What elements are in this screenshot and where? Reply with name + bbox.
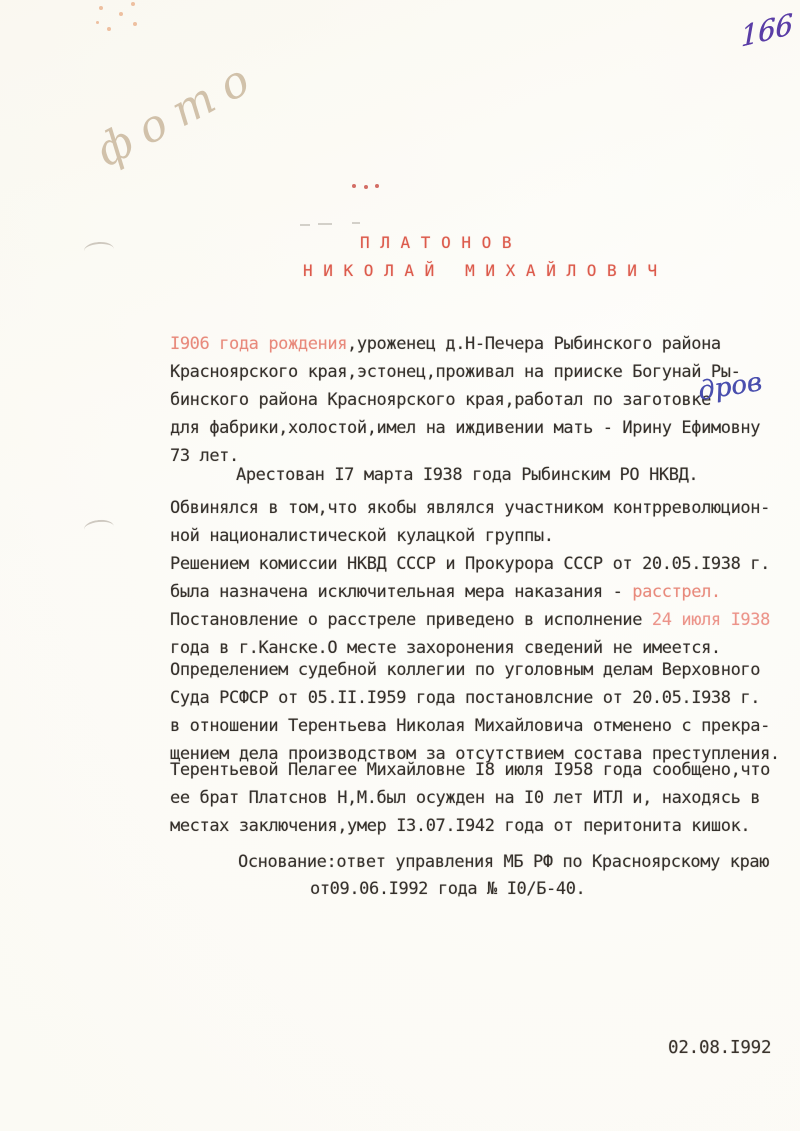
text-segment: ,уроженец д.Н-Печера Рыбинского района bbox=[347, 334, 721, 354]
text-line: 73 лет. bbox=[170, 446, 239, 466]
text-line: Определением судебной коллегии по уголовным делам Верховного bbox=[170, 660, 761, 680]
paragraph-biography bbox=[170, 330, 760, 470]
red-text-execution: расстрел. bbox=[632, 582, 721, 602]
text-line: Арестован I7 марта I938 года Рыбинским РО НКВД. bbox=[236, 465, 699, 485]
text-line bbox=[170, 578, 770, 606]
text-segment: Постановление о расстреле приведено в исполнение bbox=[170, 610, 652, 630]
text-line: года в г.Канске.О месте захоронения сведений не имеется. bbox=[170, 638, 721, 658]
text-line: ной националистической кулацкой группы. bbox=[170, 526, 554, 546]
red-text-birth-year: I906 года рождения bbox=[170, 334, 348, 354]
red-ink-dot bbox=[364, 185, 368, 189]
staple-dot bbox=[119, 12, 123, 16]
staple-dot bbox=[107, 27, 111, 31]
staple-dot bbox=[96, 21, 99, 24]
text-line: щением дела производством за отсутствием состава преступления. bbox=[170, 744, 780, 764]
text-line: Основание:ответ управления МБ РФ по Красноярскому краю bbox=[238, 852, 770, 872]
text-line: Суда РСФСР от 05.II.I959 года постановлсние от 20.05.I938 г. bbox=[170, 688, 761, 708]
paragraph-basis bbox=[238, 849, 769, 903]
text-line: Красноярского края,эстонец,проживал на прииске Богунай Ры- bbox=[170, 362, 741, 382]
margin-tick-mark bbox=[83, 518, 115, 537]
text-line: от09.06.I992 года № I0/Б-40. bbox=[310, 879, 586, 899]
paragraph-sentence bbox=[170, 550, 770, 662]
paragraph-arrest bbox=[236, 461, 698, 489]
red-text-execution-date: 24 июля I938 bbox=[651, 610, 770, 630]
title-name-patronymic: Н И К О Л А Й М И Х А Й Л О В И Ч bbox=[303, 261, 658, 280]
text-line: Решением комиссии НКВД СССР и Прокурора СССР от 20.05.I938 г. bbox=[170, 554, 770, 574]
staple-dot bbox=[99, 6, 103, 10]
paragraph-rehabilitation bbox=[170, 656, 780, 768]
text-line: для фабрики,холостой,имел на иждивении мать - Ирину Ефимовну bbox=[170, 418, 761, 438]
text-line bbox=[170, 330, 760, 358]
smudge-mark bbox=[318, 223, 332, 225]
handwritten-page-number: 166 bbox=[740, 7, 793, 54]
margin-tick-mark bbox=[83, 241, 114, 259]
red-ink-dot bbox=[375, 184, 379, 188]
document-date: 02.08.I992 bbox=[668, 1038, 772, 1058]
text-line: ее брат Платснов Н,М.был осужден на I0 лет ИТЛ и, находясь в bbox=[170, 788, 761, 808]
paragraph-accusation bbox=[170, 494, 770, 550]
handwritten-pencil-note: фото bbox=[88, 48, 269, 178]
text-segment: была назначена исключительная мера наказания - bbox=[170, 582, 633, 602]
text-line: Терентьевой Пелагее Михайловне I8 июля I958 года сообщено,что bbox=[170, 760, 770, 780]
staple-dot bbox=[131, 2, 135, 6]
paragraph-notification bbox=[170, 756, 770, 840]
text-line: бинского района Красноярского края,работал по заготовке bbox=[170, 390, 711, 410]
text-line: местах заключения,умер I3.07.I942 года от перитонита кишок. bbox=[170, 816, 751, 836]
text-line: Обвинялся в том,что якобы являлся участником контрреволюцион- bbox=[170, 498, 770, 518]
red-ink-dot bbox=[352, 184, 356, 188]
text-line bbox=[170, 606, 770, 634]
staple-dot bbox=[133, 22, 137, 26]
smudge-mark bbox=[300, 224, 310, 226]
smudge-mark bbox=[352, 222, 360, 224]
text-line: в отношении Терентьева Николая Михайловича отменено с прекра- bbox=[170, 716, 770, 736]
title-surname: П Л А Т О Н О В bbox=[360, 233, 512, 252]
handwritten-margin-word: дров bbox=[696, 367, 764, 407]
